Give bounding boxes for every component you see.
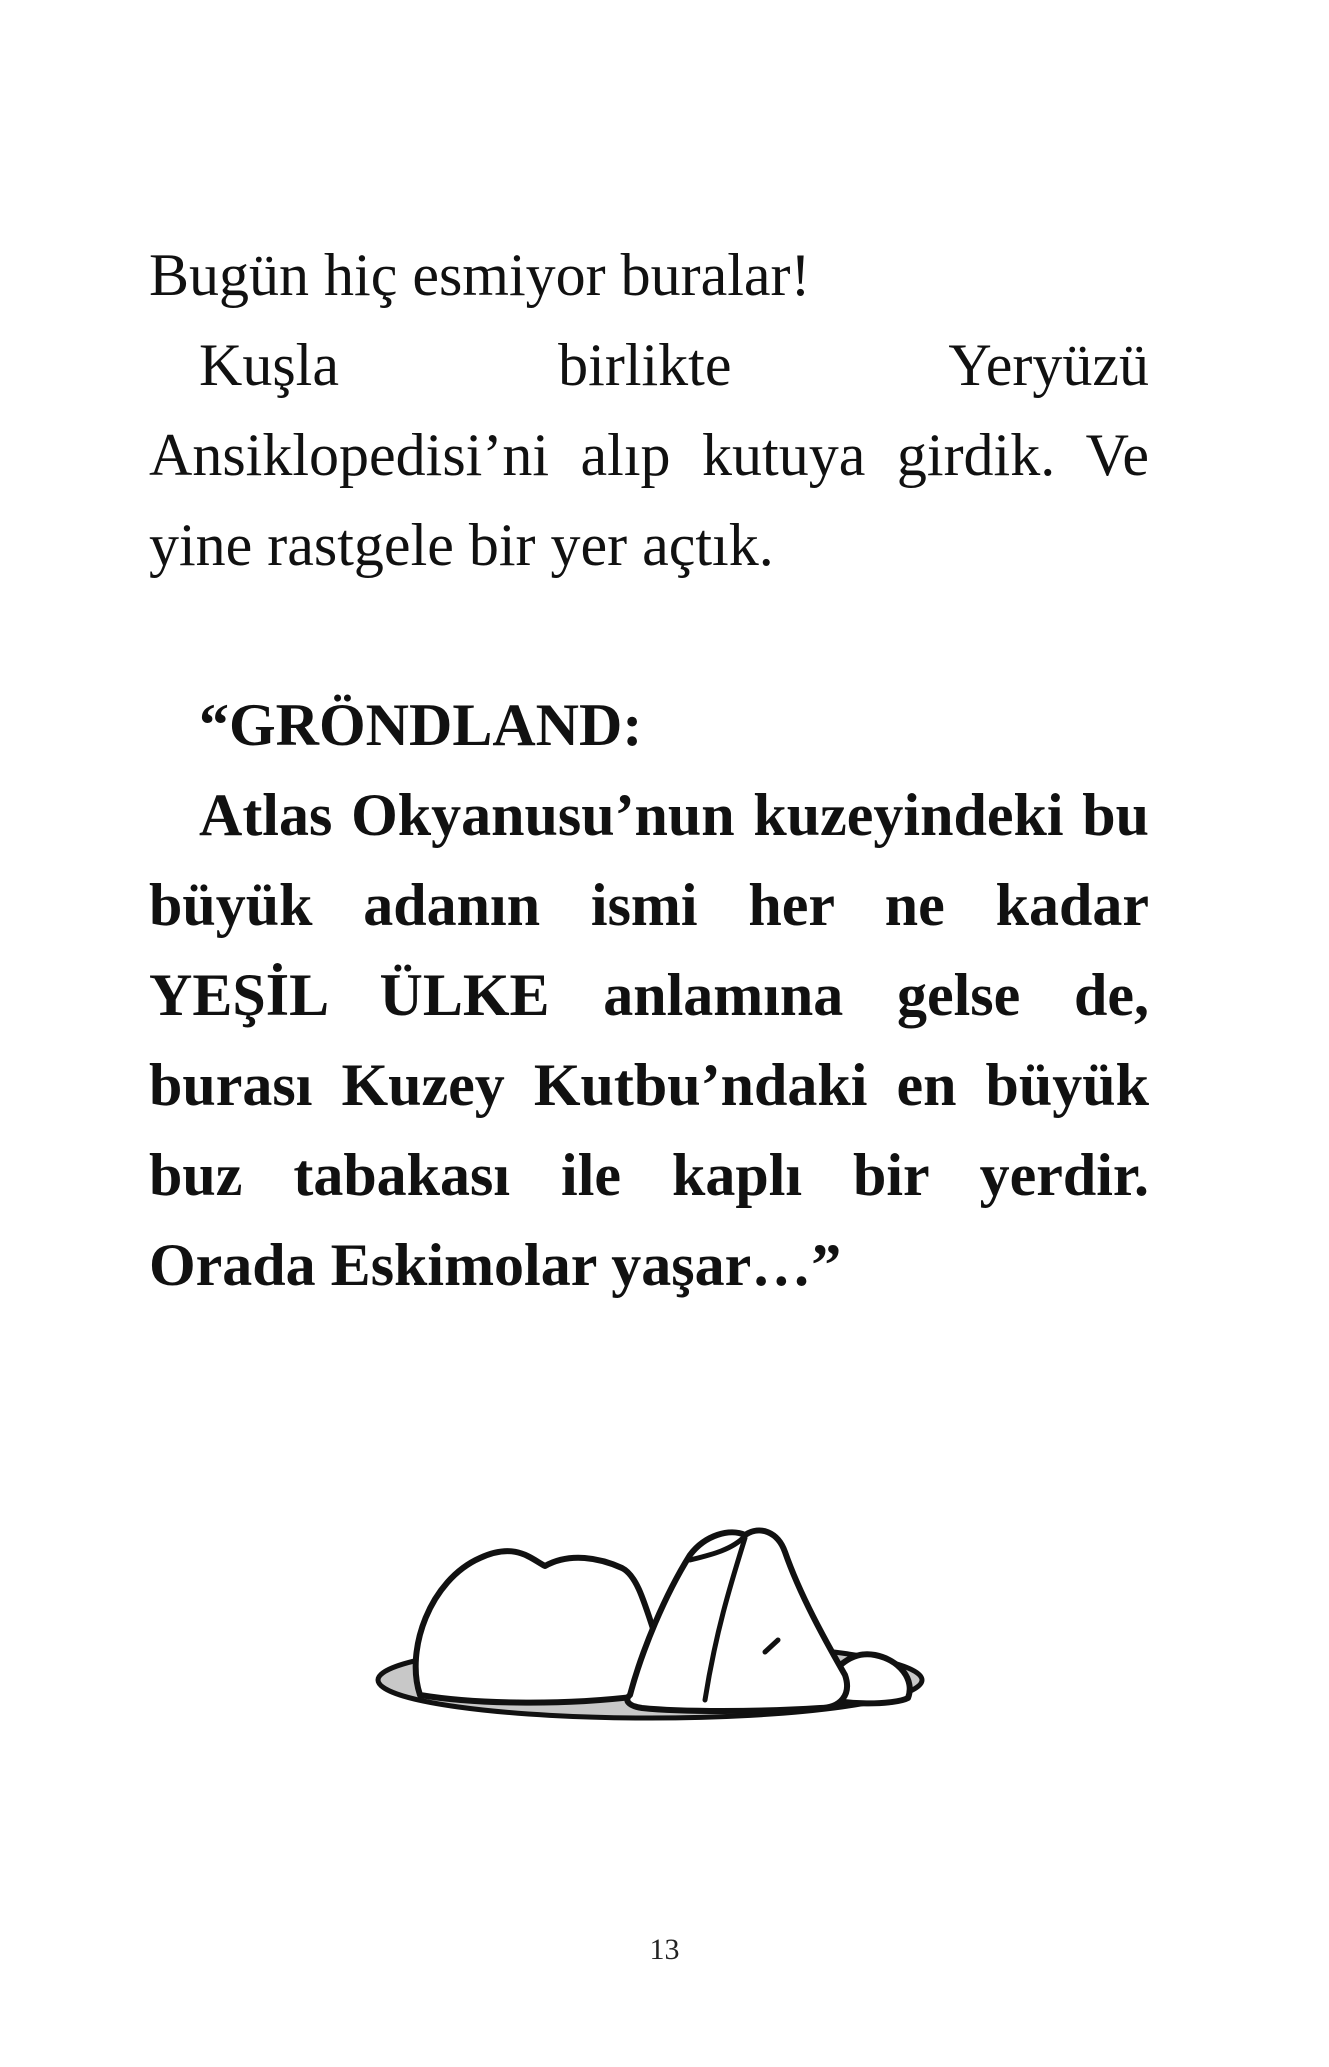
encyclopedia-heading: “GRÖNDLAND:	[199, 692, 643, 758]
iceberg-icon	[360, 1500, 940, 1730]
ice-mound-left	[416, 1551, 662, 1702]
page-number: 13	[649, 1933, 680, 1966]
paragraph-intro: Bugün hiç esmiyor buralar!	[149, 242, 811, 308]
encyclopedia-entry: Atlas Okyanusu’nun kuzeyindeki bu büyük adanın ismi her ne kadar YEŞİL ÜLKE anlamına gelse de, burası Kuzey Kutbu’ndaki en büyük buz tabakası ile kaplı bir yerdir. Orada Eskimolar yaşar…”	[149, 782, 1149, 1298]
paragraph-narrative: Kuşla birlikte Yeryüzü Ansiklopedisi’ni alıp kutuya girdik. Ve yine rastgele bir yer açtık.	[149, 332, 1149, 578]
